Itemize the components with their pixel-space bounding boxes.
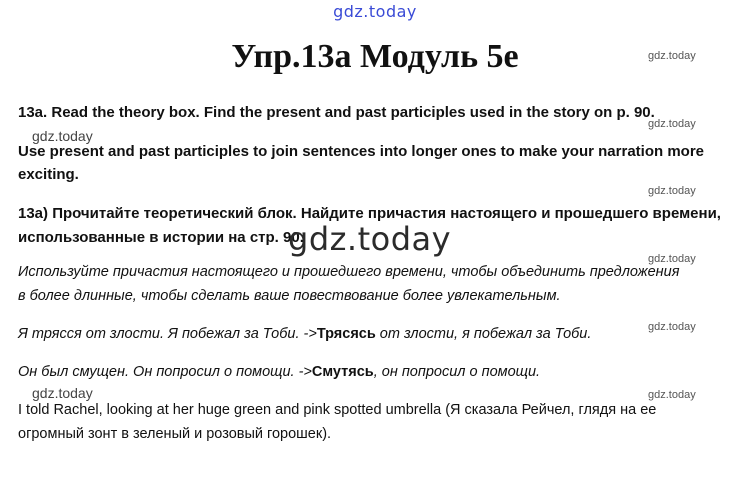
page-title: Упр.13а Модуль 5е [231, 38, 519, 75]
example-1-before: Я трясся от злости. Я побежал за Тоби. -> [18, 326, 317, 342]
example-3-line-2: огромный зонт в зеленый и розовый горошек). [18, 426, 332, 442]
watermark-right-6: gdz.today [648, 389, 696, 401]
instruction-ru-line-2: в более длинные, чтобы сделать ваше повествование более увлекательным. [18, 288, 561, 304]
instruction-ru-line-1: Используйте причастия настоящего и прошедшего времени, чтобы объединить предложения [18, 264, 680, 280]
example-2-answer: Смутясь [311, 364, 374, 380]
task-en-line-1: 13a. Read the theory box. Find the present and past participles used in the story on p. 90. [18, 104, 655, 121]
example-2 [18, 364, 540, 380]
watermark-right-4: gdz.today [648, 253, 696, 265]
example-2-after: , он попросил о помощи. [373, 364, 541, 380]
watermark-right-2: gdz.today [648, 118, 696, 130]
example-1 [18, 326, 591, 342]
watermark-left-1: gdz.today [32, 128, 93, 144]
example-2-before: Он был смущен. Он попросил о помощи. -> [18, 364, 312, 380]
task-ru-line-1: 13а) Прочитайте теоретический блок. Найдите причастия настоящего и прошедшего времени, [18, 205, 721, 222]
watermark-right-1: gdz.today [648, 50, 696, 62]
watermark-right-3: gdz.today [648, 185, 696, 197]
watermark-center: gdz.today [288, 220, 452, 258]
example-1-after: от злости, я побежал за Тоби. [375, 326, 592, 342]
watermark-left-2: gdz.today [32, 385, 93, 401]
example-3-line-1: I told Rachel, looking at her huge green and pink spotted umbrella (Я сказала Рейчел, глядя на ее [18, 402, 657, 418]
example-1-answer: Трясясь [316, 326, 376, 342]
task-ru-line-2: использованные в истории на стр. 90. [18, 229, 304, 246]
watermark-right-5: gdz.today [648, 321, 696, 333]
task-en-line-2: Use present and past participles to join sentences into longer ones to make your narration more [18, 143, 704, 160]
task-en-line-3: exciting. [18, 166, 79, 183]
watermark-top: gdz.today [333, 2, 417, 21]
